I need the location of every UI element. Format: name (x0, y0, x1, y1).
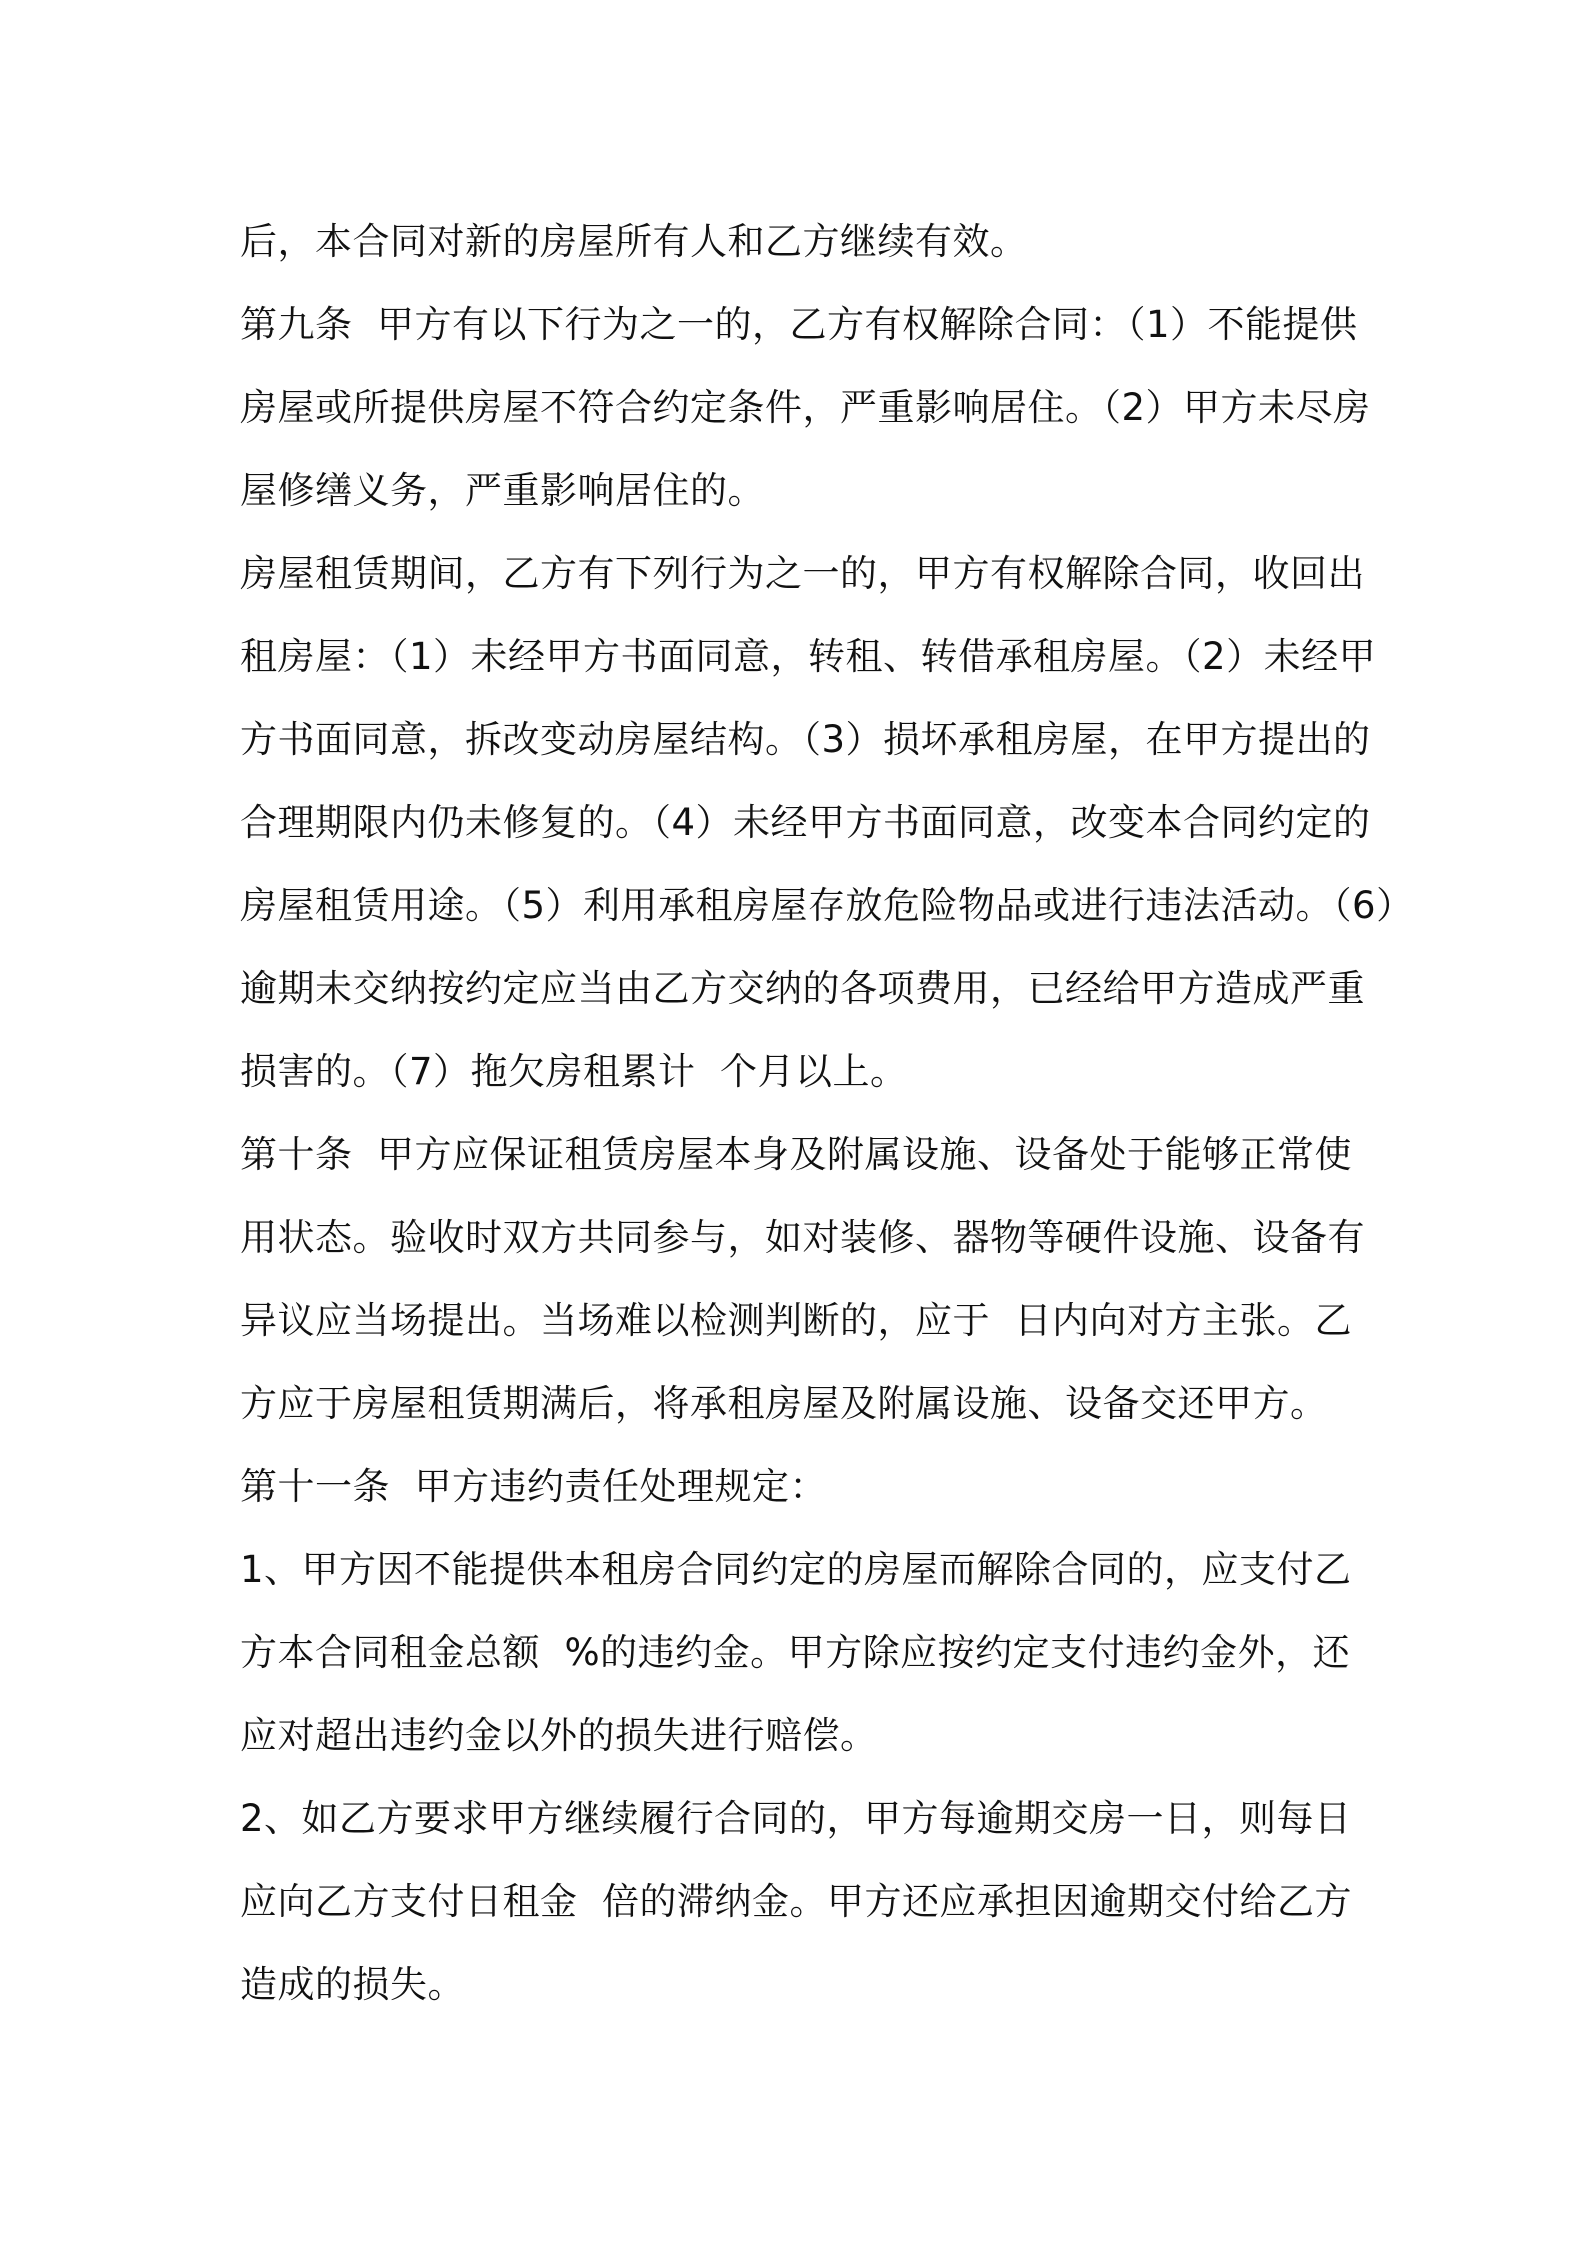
text-line: 房屋租赁用途。（5）利用承租房屋存放危险物品或进行违法活动。（6） (240, 884, 1414, 927)
text-line: 租房屋：（1）未经甲方书面同意，转租、转借承租房屋。（2）未经甲 (240, 635, 1377, 678)
text-line: 房屋或所提供房屋不符合约定条件，严重影响居住。（2）甲方未尽房 (240, 386, 1371, 429)
text-line: 1、甲方因不能提供本租房合同约定的房屋而解除合同的，应支付乙 (240, 1548, 1352, 1591)
text-line: 应对超出违约金以外的损失进行赔偿。 (240, 1714, 878, 1757)
text-line: 屋修缮义务，严重影响居住的。 (240, 469, 765, 512)
text-line: 房屋租赁期间，乙方有下列行为之一的，甲方有权解除合同，收回出 (240, 552, 1365, 595)
text-line: 方应于房屋租赁期满后，将承租房屋及附属设施、设备交还甲方。 (240, 1382, 1328, 1425)
text-line: 损害的。（7）拖欠房租累计 个月以上。 (240, 1050, 908, 1093)
text-line: 应向乙方支付日租金 倍的滞纳金。甲方还应承担因逾期交付给乙方 (240, 1880, 1353, 1923)
text-line: 方本合同租金总额 %的违约金。甲方除应按约定支付违约金外，还 (240, 1631, 1351, 1674)
text-line: 合理期限内仍未修复的。（4）未经甲方书面同意，改变本合同约定的 (240, 801, 1371, 844)
text-line: 后，本合同对新的房屋所有人和乙方继续有效。 (240, 220, 1028, 263)
text-line: 逾期未交纳按约定应当由乙方交纳的各项费用，已经给甲方造成严重 (240, 967, 1365, 1010)
text-line: 2、如乙方要求甲方继续履行合同的，甲方每逾期交房一日，则每日 (240, 1797, 1352, 1840)
text-line: 第十条 甲方应保证租赁房屋本身及附属设施、设备处于能够正常使 (240, 1133, 1353, 1176)
document-page (240, 200, 1414, 2026)
text-line: 用状态。验收时双方共同参与，如对装修、器物等硬件设施、设备有 (240, 1216, 1365, 1259)
text-line: 造成的损失。 (240, 1963, 465, 2006)
text-line: 第九条 甲方有以下行为之一的，乙方有权解除合同：（1）不能提供 (240, 303, 1358, 346)
text-line: 异议应当场提出。当场难以检测判断的，应于 日内向对方主张。乙 (240, 1299, 1353, 1342)
text-line: 第十一条 甲方违约责任处理规定： (240, 1465, 828, 1508)
text-line: 方书面同意，拆改变动房屋结构。（3）损坏承租房屋，在甲方提出的 (240, 718, 1371, 761)
